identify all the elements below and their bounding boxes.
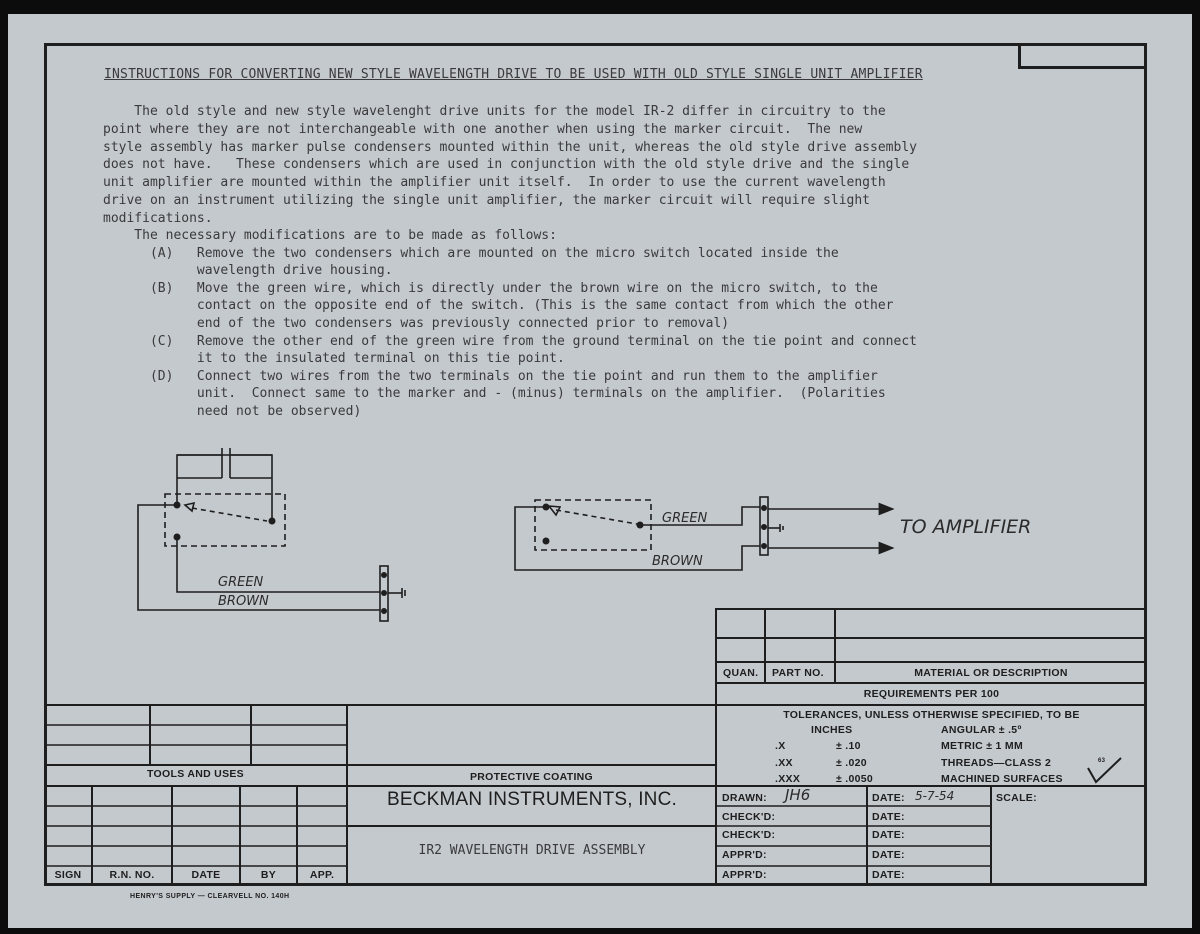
- tolerances-heading: TOLERANCES, UNLESS OTHERWISE SPECIFIED, TO BE: [783, 709, 1080, 721]
- quan-header: QUAN.: [723, 667, 759, 679]
- step-line: The necessary modifications are to be made as follows:: [103, 228, 557, 243]
- intro-line: point where they are not interchangeable with one another when using the marker circuit. The new: [103, 121, 863, 137]
- date-label-2: DATE:: [872, 811, 905, 823]
- requirements-label: REQUIREMENTS PER 100: [863, 688, 1000, 700]
- appr2-label: APPR'D:: [722, 869, 767, 881]
- metric-label: METRIC ± 1 MM: [941, 740, 1023, 752]
- intro-line: The old style and new style wavelenght drive units for the model IR-2 differ in circuitry to the: [103, 104, 886, 119]
- rev-header-date: DATE: [191, 869, 221, 881]
- tol-xxx-value: ± .0050: [836, 773, 874, 785]
- step-line: (D) Connect two wires from the two terminals on the tie point and run them to the amplifier: [103, 368, 878, 384]
- rev-header-sign: SIGN: [54, 869, 82, 881]
- drawn-label: DRAWN:: [722, 792, 767, 804]
- micro-switch-outline: [165, 494, 285, 546]
- new-style-wiring-diagram: [515, 497, 893, 570]
- tol-xxx: .XXX: [775, 773, 801, 785]
- tol-xx: .XX: [775, 757, 793, 769]
- threads-label: THREADS—CLASS 2: [941, 757, 1052, 769]
- to-amplifier-label: TO AMPLIFIER: [900, 516, 1032, 538]
- step-line: (C) Remove the other end of the green wire from the ground terminal on the tie point and connect: [103, 333, 917, 349]
- step-line: end of the two condensers was previously connected prior to removal): [103, 315, 730, 331]
- protective-coating-label: PROTECTIVE COATING: [469, 771, 594, 783]
- finish-mark-value: 63: [1098, 758, 1106, 764]
- green-wire: [177, 537, 380, 592]
- inches-label: INCHES: [811, 724, 853, 736]
- intro-line: unit amplifier are mounted within the amplifier unit itself. In order to use the current wavelength: [103, 175, 886, 191]
- left-green-label: GREEN: [218, 575, 264, 590]
- step-line: contact on the opposite end of the switch. (This is the same contact from which the other: [103, 298, 894, 314]
- tools-and-uses-label: TOOLS AND USES: [147, 768, 244, 780]
- company-name: BECKMAN INSTRUMENTS, INC.: [386, 789, 678, 810]
- supplier-footer: HENRY'S SUPPLY — CLEARVELL NO. 140H: [130, 893, 290, 900]
- tol-x: .X: [775, 740, 786, 752]
- date-label-5: DATE:: [872, 869, 905, 881]
- angular-label: ANGULAR ± .5º: [941, 724, 1022, 736]
- intro-line: does not have. These condensers which are used in conjunction with the old style drive and the single: [103, 157, 910, 173]
- part-no-header: PART NO.: [772, 667, 824, 679]
- date-label-4: DATE:: [872, 849, 905, 861]
- tol-xx-value: ± .020: [836, 757, 867, 769]
- right-green-label: GREEN: [662, 511, 708, 526]
- check1-label: CHECK'D:: [722, 811, 776, 823]
- intro-line: style assembly has marker pulse condensers mounted within the unit, whereas the old style drive assembly: [103, 139, 917, 155]
- instructions-title: INSTRUCTIONS FOR CONVERTING NEW STYLE WAVELENGTH DRIVE TO BE USED WITH OLD STYLE SINGLE UNIT AMPLIFIER: [104, 67, 923, 82]
- step-line: wavelength drive housing.: [103, 263, 393, 279]
- rev-header-by: BY: [260, 869, 277, 881]
- drawn-date-value: 5-7-54: [915, 789, 955, 803]
- drawn-signature: JH6: [785, 786, 811, 804]
- rev-header-rn-no: R.N. NO.: [109, 869, 155, 881]
- date-label-3: DATE:: [872, 829, 905, 841]
- tol-x-value: ± .10: [836, 740, 861, 752]
- step-line: need not be observed): [103, 403, 362, 419]
- scale-label: SCALE:: [996, 792, 1037, 804]
- step-line: it to the insulated terminal on this tie point.: [103, 351, 565, 367]
- step-line: unit. Connect same to the marker and - (minus) terminals on the amplifier. (Polarities: [103, 386, 886, 402]
- condenser-symbol: [177, 448, 272, 478]
- right-brown-label: BROWN: [652, 554, 703, 569]
- intro-line: modifications.: [103, 210, 213, 226]
- rev-header-app: APP.: [309, 869, 335, 881]
- date-label-1: DATE:: [872, 792, 905, 804]
- check2-label: CHECK'D:: [722, 829, 776, 841]
- machined-label: MACHINED SURFACES: [941, 773, 1063, 785]
- drawing-name: IR2 WAVELENGTH DRIVE ASSEMBLY: [418, 843, 646, 858]
- micro-switch-outline-new: [535, 500, 651, 550]
- material-header: MATERIAL OR DESCRIPTION: [914, 667, 1068, 679]
- switch-lever: [192, 508, 267, 521]
- step-line: (A) Remove the two condensers which are mounted on the micro switch located inside the: [103, 245, 839, 261]
- intro-line: drive on an instrument utilizing the single unit amplifier, the marker circuit will require slight: [103, 192, 871, 208]
- brown-wire-new: [515, 507, 760, 570]
- step-line: (B) Move the green wire, which is directly under the brown wire on the micro switch, to the: [103, 280, 878, 296]
- appr1-label: APPR'D:: [722, 849, 767, 861]
- left-brown-label: BROWN: [218, 594, 269, 609]
